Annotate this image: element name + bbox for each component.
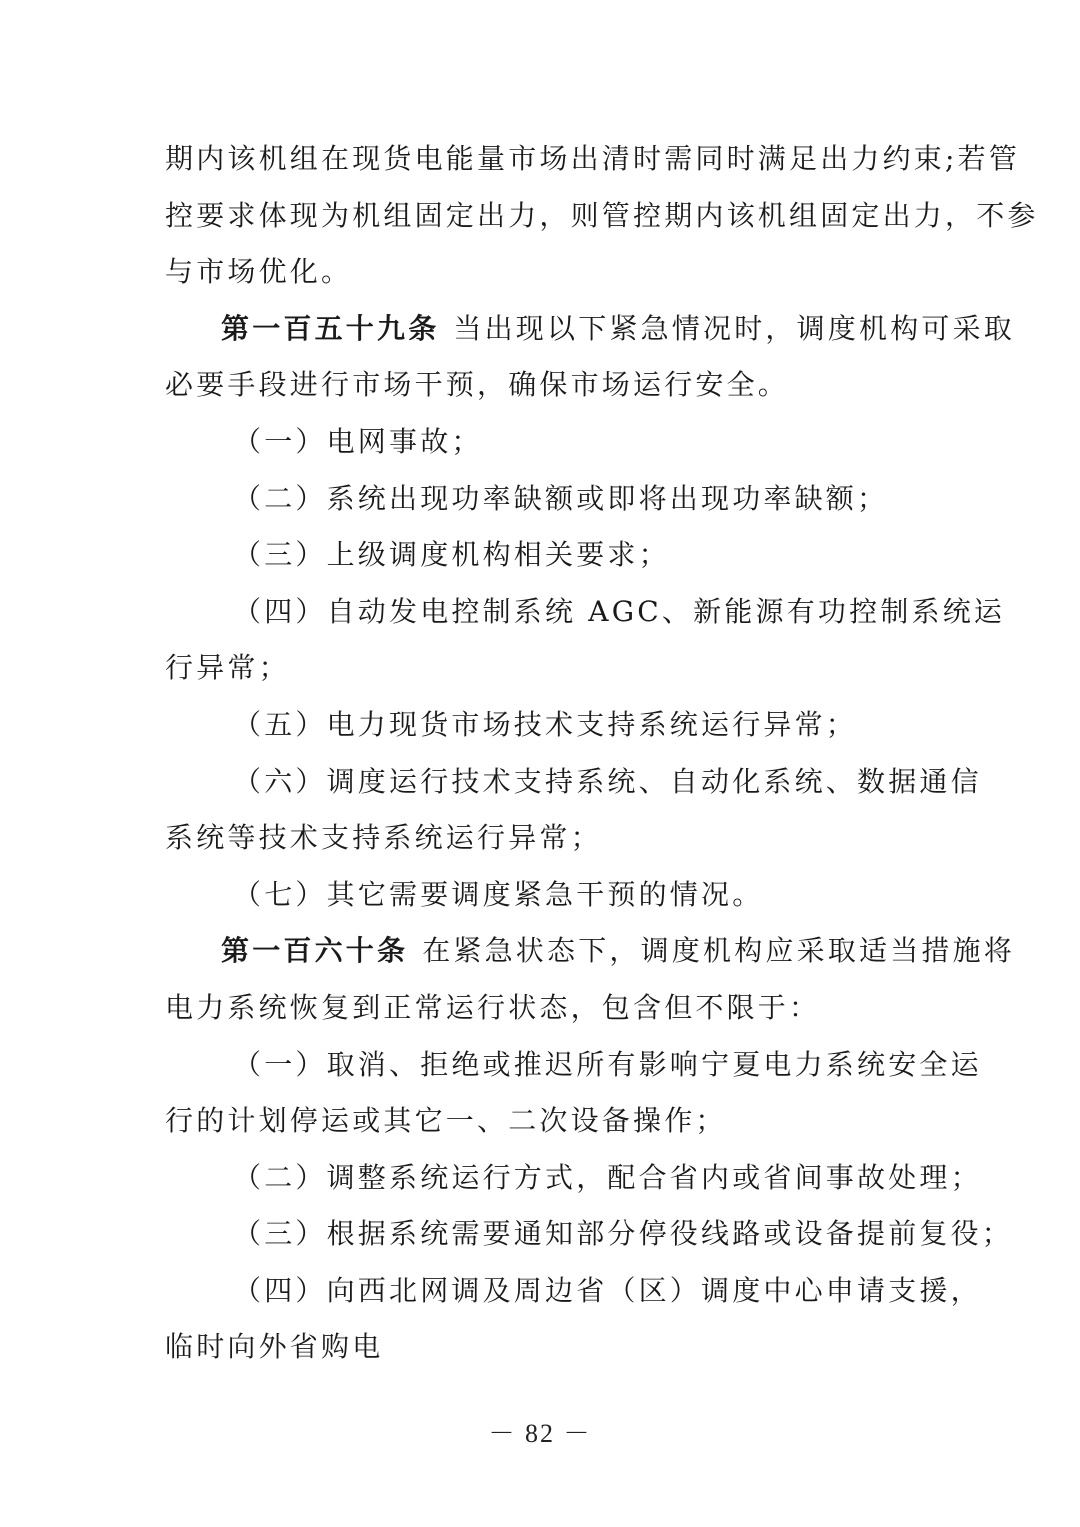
document-body — [165, 131, 1039, 1376]
article-first-line — [165, 301, 1016, 358]
list-item: （一）取消、拒绝或推迟所有影响宁夏电力系统安全运 — [233, 1047, 982, 1081]
article-159 — [165, 301, 1016, 924]
article-text: 当出现以下紧急情况时，调度机构可采取 — [453, 311, 1016, 345]
list-item-continuation: 行的计划停运或其它一、二次设备操作； — [165, 1104, 727, 1138]
text-line: 必要手段进行市场干预，确保市场运行安全。 — [165, 368, 790, 402]
list-item-continuation: 临时向外省购电 — [165, 1330, 384, 1364]
article-first-line — [165, 923, 1016, 980]
article-text: 在紧急状态下，调度机构应采取适当措施将 — [422, 934, 1016, 968]
list-item: （五）电力现货市场技术支持系统运行异常； — [233, 707, 858, 741]
text-line: 控要求体现为机组固定出力，则管控期内该机组固定出力，不参 — [165, 198, 1039, 232]
list-item: （二）调整系统运行方式，配合省内或省间事故处理； — [233, 1160, 982, 1194]
list-item: （一）电网事故； — [233, 424, 483, 458]
article-number: 第一百五十九条 — [221, 311, 440, 345]
article-160 — [165, 923, 1016, 1376]
list-item: （六）调度运行技术支持系统、自动化系统、数据通信 — [233, 764, 982, 798]
text-line: 期内该机组在现货电能量市场出清时需同时满足出力约束;若管 — [165, 142, 1021, 175]
paragraph-continuation — [165, 131, 1039, 301]
list-item: （三）上级调度机构相关要求； — [233, 538, 670, 572]
text-line: 电力系统恢复到正常运行状态，包含但不限于： — [165, 990, 821, 1024]
list-item: （三）根据系统需要通知部分停役线路或设备提前复役； — [233, 1217, 1014, 1251]
article-number: 第一百六十条 — [221, 934, 409, 968]
list-item: （四）向西北网调及周边省（区）调度中心申请支援， — [233, 1273, 982, 1307]
page-number: － 82 － — [488, 1419, 592, 1448]
list-item: （二）系统出现功率缺额或即将出现功率缺额； — [233, 481, 889, 515]
list-item: （四）自动发电控制系统 AGC、新能源有功控制系统运 — [233, 594, 1006, 628]
text-line: 与市场优化。 — [165, 255, 353, 289]
list-item-continuation: 系统等技术支持系统运行异常； — [165, 821, 602, 855]
list-item: （七）其它需要调度紧急干预的情况。 — [233, 877, 764, 911]
list-item-continuation: 行异常； — [165, 651, 290, 685]
